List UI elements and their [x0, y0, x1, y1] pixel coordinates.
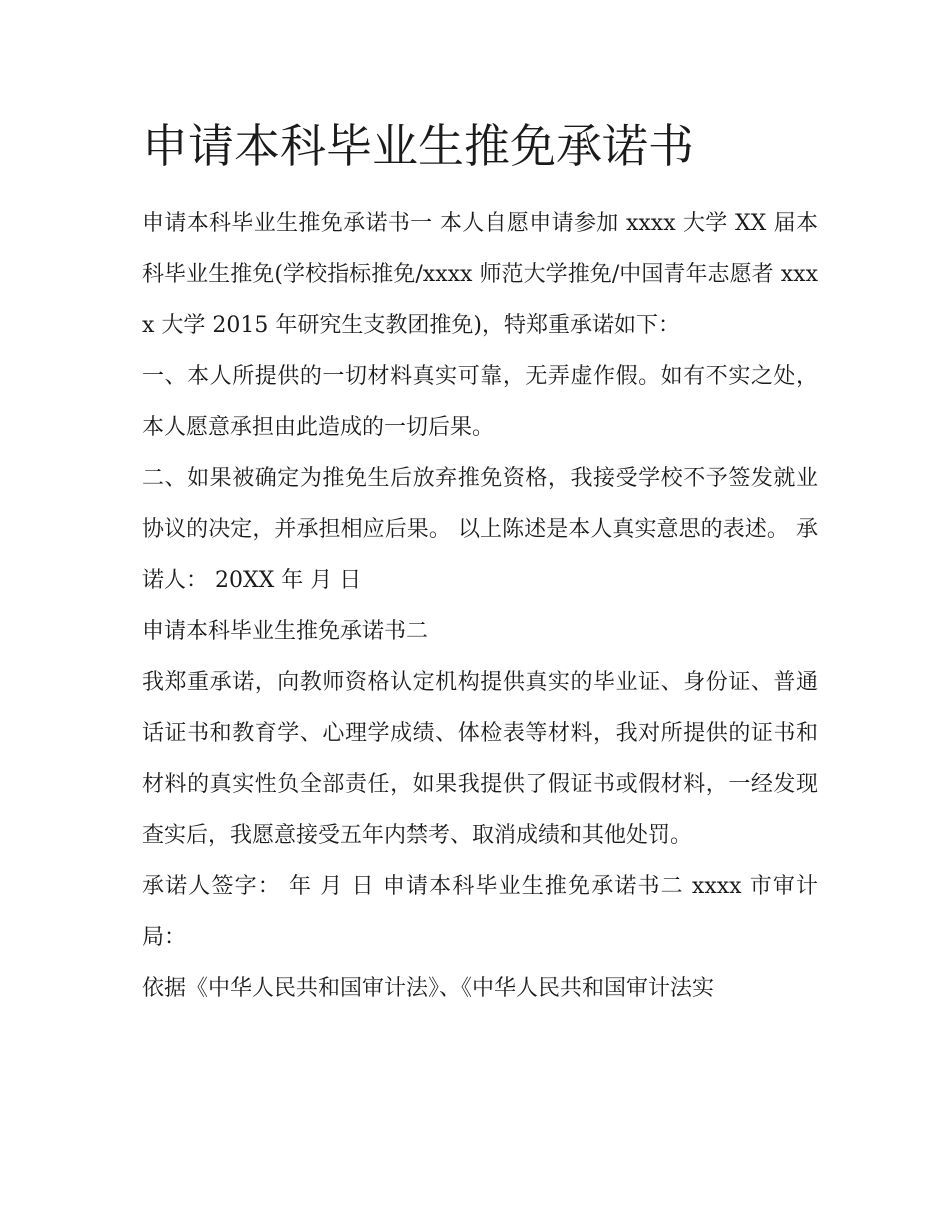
paragraph-intro: 申请本科毕业生推免承诺书一 本人自愿申请参加 xxxx 大学 XX 届本科毕业生推免(学校指标推免/xxxx 师范大学推免/中国青年志愿者 xxxx 大学 2015 年研究生支教团推免)，特郑重承诺如下： [142, 211, 818, 338]
paragraph-signature: 承诺人签字： 年 月 日 申请本科毕业生推免承诺书二 xxxx 市审计局： [142, 874, 818, 950]
document-title: 申请本科毕业生推免承诺书 [142, 119, 694, 173]
paragraph-legal-basis: 依据《中华人民共和国审计法》、《中华人民共和国审计法实 [142, 976, 715, 1001]
document-body [142, 198, 818, 1014]
section-heading-two: 申请本科毕业生推免承诺书二 [142, 619, 429, 644]
paragraph-item-two: 二、如果被确定为推免生后放弃推免资格，我接受学校不予签发就业协议的决定，并承担相应后果。 以上陈述是本人真实意思的表述。 承诺人： 20XX 年 月 日 [142, 466, 818, 593]
paragraph-pledge: 我郑重承诺，向教师资格认定机构提供真实的毕业证、身份证、普通话证书和教育学、心理学成绩、体检表等材料，我对所提供的证书和材料的真实性负全部责任，如果我提供了假证书或假材料，一经发现查实后，我愿意接受五年内禁考、取消成绩和其他处罚。 [142, 670, 818, 848]
paragraph-item-one: 一、本人所提供的一切材料真实可靠，无弄虚作假。如有不实之处，本人愿意承担由此造成的一切后果。 [142, 364, 818, 440]
